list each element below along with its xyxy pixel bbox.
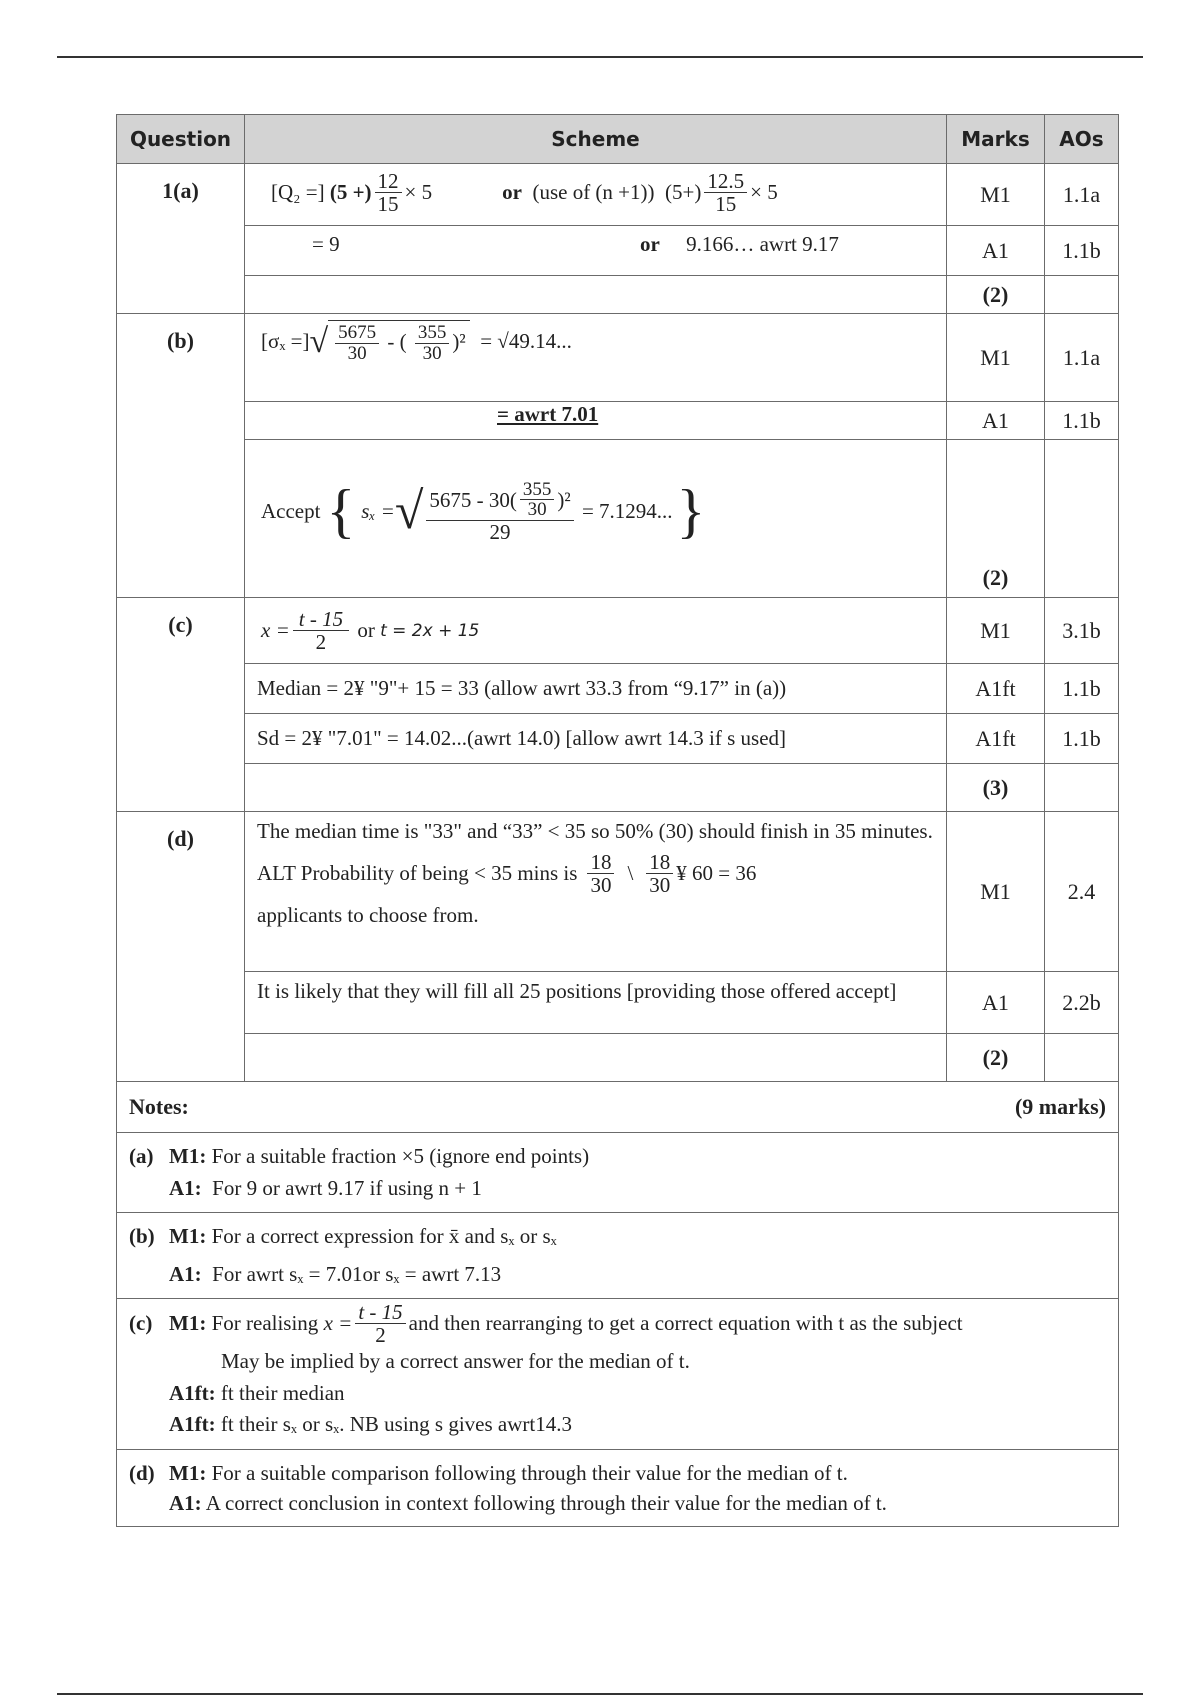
q1c-total-row bbox=[117, 764, 1119, 812]
q1b-sqrt: $\frac{5675}{30}$ - ( $\frac{355}{30}$ )² bbox=[328, 320, 470, 364]
q1a-mark-1: M1 bbox=[947, 164, 1045, 226]
q1b-row-1 bbox=[117, 314, 1119, 402]
q1d-frac-2 bbox=[646, 851, 673, 896]
notes-d-row bbox=[117, 1449, 1119, 1527]
q1a-scheme-1 bbox=[245, 164, 947, 226]
bottom-rule bbox=[57, 1693, 1143, 1695]
q1d-f2-den: 30 bbox=[649, 873, 671, 898]
notes-c-a1ft2-text: ft their sₓ or sₓ. NB using s gives awrt14.3 bbox=[220, 1412, 572, 1437]
q1a-or-2: or bbox=[640, 232, 660, 256]
notes-c-frac bbox=[355, 1301, 405, 1346]
sqrt-icon: √ bbox=[309, 322, 329, 360]
q1a-use: (use of (n +1)) bbox=[532, 180, 655, 205]
q1a-row-2 bbox=[117, 226, 1119, 276]
q1b-res: = 7.1294... bbox=[581, 499, 673, 523]
q1a-alt: 9.166… awrt 9.17 bbox=[686, 232, 839, 256]
notes-d bbox=[117, 1449, 1119, 1527]
q1a-q2: [Q₂ =] bbox=[271, 180, 325, 205]
q1c-total: (3) bbox=[947, 764, 1045, 812]
notes-d-a1-text: A correct conclusion in context following through their value for the median of t. bbox=[205, 1491, 887, 1516]
q1b-inner-den: 30 bbox=[527, 499, 547, 521]
q1d-ao-2: 2.2b bbox=[1045, 972, 1119, 1034]
q1a-five-plus-2: (5+) bbox=[665, 180, 702, 205]
notes-a-m1: M1: bbox=[169, 1144, 207, 1168]
notes-b-m1-text: For a correct expression for x̄ and sₓ or sₓ bbox=[211, 1224, 557, 1248]
q1b-mark-2: A1 bbox=[947, 402, 1045, 440]
q1b-scheme-1 bbox=[245, 314, 947, 402]
header-scheme: Scheme bbox=[245, 115, 947, 164]
q1a-ao-1: 1.1a bbox=[1045, 164, 1119, 226]
q1d-row-2 bbox=[117, 972, 1119, 1034]
q1b-ao-2: 1.1b bbox=[1045, 402, 1119, 440]
q1c-frac-den: 2 bbox=[315, 630, 327, 654]
q1b-scheme-3: Accept { sₓ = √ 5675 - 30 ( $\frac{355}{30}$ )² 29 = 7.1294... } bbox=[245, 440, 947, 598]
notes-b bbox=[117, 1213, 1119, 1299]
q1c-row-1 bbox=[117, 598, 1119, 664]
notes-marks: (9 marks) bbox=[1014, 1094, 1106, 1119]
q1c-mark-2: A1ft bbox=[947, 664, 1045, 714]
q1c-frac bbox=[293, 608, 349, 653]
sqrt-icon-2: √ bbox=[394, 483, 424, 540]
q1b-big-frac: 5675 - 30 ( $\frac{355}{30}$ )² 29 bbox=[426, 480, 573, 544]
notes-c-a1ft2: A1ft: bbox=[169, 1412, 216, 1437]
notes-c-m1-post: and then rearranging to get a correct equation with t as the subject bbox=[408, 1310, 963, 1335]
notes-b-row bbox=[117, 1213, 1119, 1299]
q1d-total: (2) bbox=[947, 1034, 1045, 1082]
notes-c-num: t - 15 bbox=[355, 1301, 405, 1324]
q1b-sx: sₓ = bbox=[361, 499, 395, 523]
q1c-x: x = bbox=[261, 618, 290, 642]
q1c-ao-2: 1.1b bbox=[1045, 664, 1119, 714]
q1a-total: (2) bbox=[947, 276, 1045, 314]
header-aos: AOs bbox=[1045, 115, 1119, 164]
notes-title: Notes: bbox=[129, 1094, 189, 1119]
q1b-frac-b bbox=[415, 323, 450, 364]
q1d-line1: The median time is "33" and “33” < 35 so 50% (30) should finish in 35 minutes. bbox=[257, 819, 933, 843]
q1a-ao-2: 1.1b bbox=[1045, 226, 1119, 276]
notes-c-m1: M1: bbox=[169, 1310, 207, 1335]
q1a-total-row bbox=[117, 276, 1119, 314]
notes-c-a1ft1: A1ft: bbox=[169, 1380, 216, 1405]
q1c-mark-1: M1 bbox=[947, 598, 1045, 664]
q1a-row-1 bbox=[117, 164, 1119, 226]
notes-d-a1: A1: bbox=[169, 1491, 202, 1516]
q1c-ao-1: 3.1b bbox=[1045, 598, 1119, 664]
top-rule bbox=[57, 56, 1143, 58]
notes-a-a1: A1: bbox=[169, 1175, 202, 1200]
q1a-scheme-2 bbox=[245, 226, 947, 276]
q1b-a-num: 5675 bbox=[335, 323, 379, 344]
q1b-ao-1: 1.1a bbox=[1045, 314, 1119, 402]
q1c-scheme-1 bbox=[245, 598, 947, 664]
q1d-alt: ALT Probability of being < 35 mins is bbox=[257, 861, 578, 886]
q1d-f1-num: 18 bbox=[587, 851, 614, 874]
header-row bbox=[117, 115, 1119, 164]
q1b-row-3 bbox=[117, 440, 1119, 598]
q1a-mark-2: A1 bbox=[947, 226, 1045, 276]
notes-b-a1-text: For awrt sₓ = 7.01or sₓ = awrt 7.13 bbox=[212, 1261, 502, 1286]
q1b-big-den: 29 bbox=[489, 520, 511, 545]
notes-c-den: 2 bbox=[375, 1323, 386, 1348]
notes-header bbox=[117, 1082, 1119, 1133]
q1b-frac-a bbox=[335, 323, 379, 364]
notes-c bbox=[117, 1299, 1119, 1450]
q1c-frac-num: t - 15 bbox=[293, 608, 349, 631]
notes-b-a1: A1: bbox=[169, 1261, 202, 1286]
q1a-label: 1(a) bbox=[117, 164, 245, 314]
q1c-ao-3: 1.1b bbox=[1045, 714, 1119, 764]
notes-c-x: x = bbox=[323, 1310, 353, 1335]
notes-header-row bbox=[117, 1082, 1119, 1133]
q1b-b-den: 30 bbox=[422, 342, 442, 364]
notes-c-row bbox=[117, 1299, 1119, 1450]
q1c-scheme-3: Sd = 2¥ "7.01" = 14.02...(awrt 14.0) [allow awrt 14.3 if s used] bbox=[245, 714, 947, 764]
q1c-label: (c) bbox=[117, 598, 245, 812]
q1b-num-a: 5675 - 30 bbox=[429, 487, 510, 512]
q1d-mid: \ bbox=[627, 861, 634, 886]
notes-b-m1: M1: bbox=[169, 1224, 207, 1248]
q1c-t: t = 2x + 15 bbox=[380, 620, 480, 641]
q1a-frac2-num: 12.5 bbox=[704, 170, 747, 193]
q1b-label: (b) bbox=[117, 314, 245, 598]
q1b-awrt: = awrt 7.01 bbox=[497, 402, 599, 426]
q1c-row-2 bbox=[117, 664, 1119, 714]
q1b-inner-num: 355 bbox=[520, 480, 555, 501]
notes-d-m1-text: For a suitable comparison following through their value for the median of t. bbox=[211, 1460, 848, 1485]
notes-c-m1-pre: For realising bbox=[211, 1310, 319, 1335]
header-question: Question bbox=[117, 115, 245, 164]
q1d-line3: applicants to choose from. bbox=[257, 903, 479, 928]
q1d-res: ¥ 60 = 36 bbox=[676, 861, 757, 886]
q1c-mark-3: A1ft bbox=[947, 714, 1045, 764]
notes-c-label: (c) bbox=[129, 1310, 153, 1335]
notes-a-a1-text: For 9 or awrt 9.17 if using n + 1 bbox=[212, 1175, 482, 1200]
q1c-row-3 bbox=[117, 714, 1119, 764]
q1b-inner-frac bbox=[520, 480, 555, 521]
q1b-sigma: [σₓ =] bbox=[261, 329, 310, 354]
q1d-f1-den: 30 bbox=[590, 873, 612, 898]
notes-a-m1-text: For a suitable fraction ×5 (ignore end points) bbox=[211, 1144, 590, 1168]
q1a-times5: × 5 bbox=[404, 180, 433, 205]
q1d-label: (d) bbox=[117, 812, 245, 1082]
q1d-mark-1: M1 bbox=[947, 812, 1045, 972]
q1a-fraction-2 bbox=[704, 170, 747, 215]
header-marks: Marks bbox=[947, 115, 1045, 164]
q1d-f2-num: 18 bbox=[646, 851, 673, 874]
notes-a-label: (a) bbox=[129, 1144, 154, 1168]
q1d-scheme-2: It is likely that they will fill all 25 positions [providing those offered accept] bbox=[245, 972, 947, 1034]
q1d-row-1 bbox=[117, 812, 1119, 972]
q1a-eq9: = 9 bbox=[312, 232, 340, 256]
q1c-or: or bbox=[357, 618, 375, 642]
q1b-b-num: 355 bbox=[415, 323, 450, 344]
q1b-accept: Accept bbox=[261, 499, 321, 523]
q1d-scheme-1 bbox=[245, 812, 947, 972]
q1b-a-den: 30 bbox=[347, 342, 367, 364]
q1d-mark-2: A1 bbox=[947, 972, 1045, 1034]
notes-a-row bbox=[117, 1133, 1119, 1213]
notes-c-implied: May be implied by a correct answer for the median of t. bbox=[221, 1349, 690, 1374]
q1b-scheme-2 bbox=[245, 402, 947, 440]
notes-c-a1ft1-text: ft their median bbox=[220, 1380, 345, 1405]
q1d-frac-1 bbox=[587, 851, 614, 896]
q1a-frac-num: 12 bbox=[375, 170, 402, 193]
q1a-fraction bbox=[375, 170, 402, 215]
mark-scheme-table bbox=[116, 114, 1119, 1527]
notes-d-label: (d) bbox=[129, 1460, 155, 1485]
q1a-or: or bbox=[502, 180, 522, 205]
q1b-total: (2) bbox=[947, 440, 1045, 598]
q1a-times5b: × 5 bbox=[750, 180, 778, 205]
q1c-scheme-2: Median = 2¥ "9"+ 15 = 33 (allow awrt 33.3 from “9.17” in (a)) bbox=[245, 664, 947, 714]
q1b-mark-1: M1 bbox=[947, 314, 1045, 402]
notes-b-label: (b) bbox=[129, 1224, 155, 1248]
q1b-eq: = √49.14... bbox=[480, 329, 572, 354]
q1a-frac-den: 15 bbox=[377, 192, 399, 217]
q1b-row-2 bbox=[117, 402, 1119, 440]
q1a-five-plus: (5 +) bbox=[329, 180, 372, 205]
notes-d-m1: M1: bbox=[169, 1460, 207, 1485]
q1a-frac2-den: 15 bbox=[715, 192, 737, 217]
notes-a bbox=[117, 1133, 1119, 1213]
q1d-ao-1: 2.4 bbox=[1045, 812, 1119, 972]
q1d-total-row bbox=[117, 1034, 1119, 1082]
